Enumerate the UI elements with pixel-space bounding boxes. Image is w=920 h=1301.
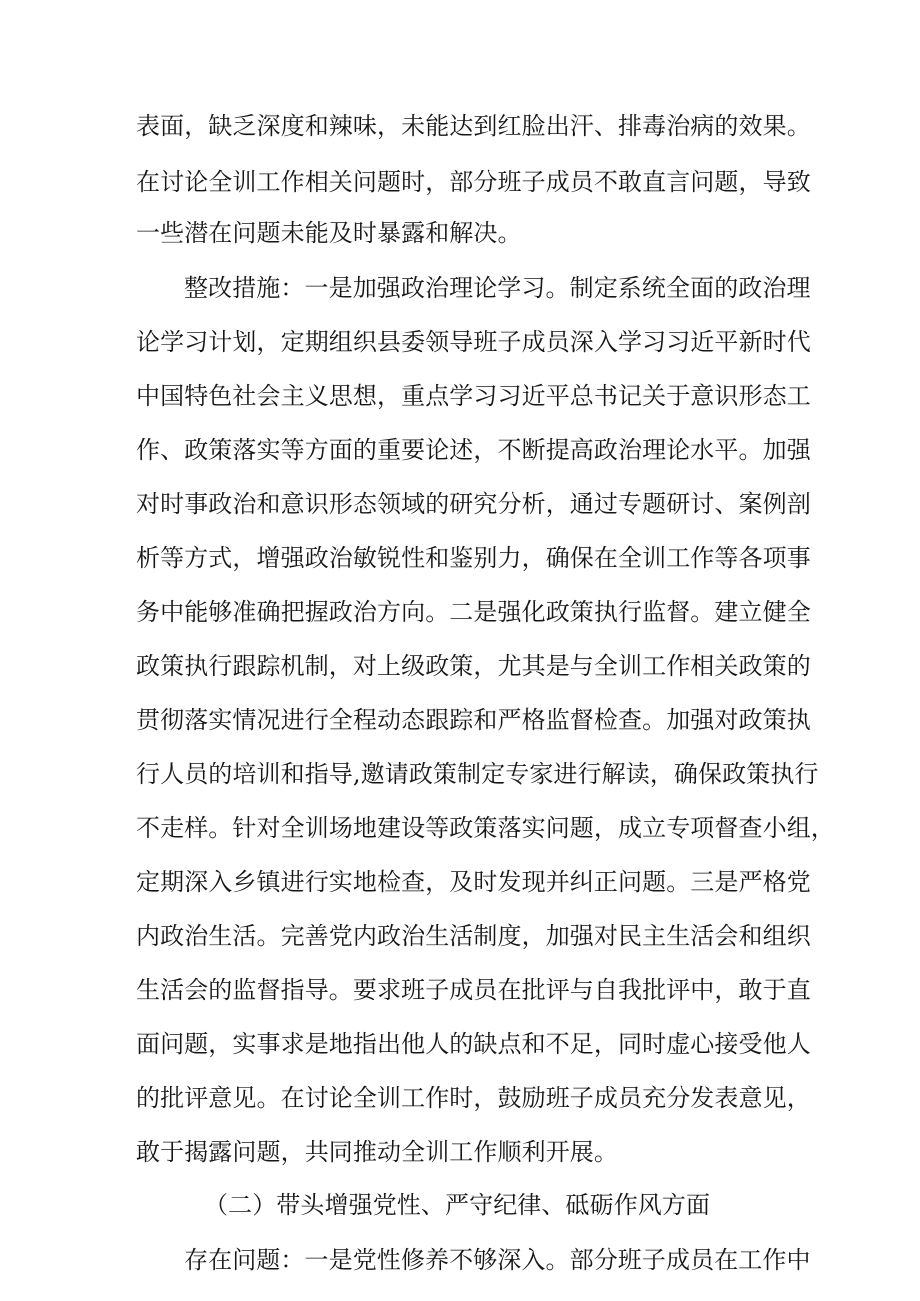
text-line-2: 在讨论全训工作相关问题时，部分班子成员不敢直言问题，导致 [136, 168, 811, 196]
text-line-8: 对时事政治和意识形态领域的研究分析，通过专题研讨、案例剖 [136, 490, 811, 518]
text-line-9: 析等方式，增强政治敏锐性和鉴别力，确保在全训工作等各项事 [136, 544, 811, 572]
text-line-13: 行人员的培训和指导,邀请政策制定专家进行解读，确保政策执行 [136, 760, 819, 788]
text-line-10: 务中能够准确把握政治方向。二是强化政策执行监督。建立健全 [136, 598, 811, 626]
paragraph-issues-start: 存在问题：一是党性修养不够深入。部分班子成员在工作中 [184, 1246, 811, 1274]
text-line-20: 敢于揭露问题，共同推动全训工作顺利开展。 [136, 1138, 618, 1166]
text-line-3: 一些潜在问题未能及时暴露和解决。 [136, 219, 522, 247]
section-heading: （二）带头增强党性、严守纪律、砥砺作风方面 [204, 1191, 711, 1219]
text-line-11: 政策执行跟踪机制，对上级政策，尤其是与全训工作相关政策的 [136, 652, 811, 680]
text-line-7: 作、政策落实等方面的重要论述，不断提高政治理论水平。加强 [136, 436, 811, 464]
text-line-16: 内政治生活。完善党内政治生活制度，加强对民主生活会和组织 [136, 922, 811, 950]
text-line-18: 面问题，实事求是地指出他人的缺点和不足，同时虚心接受他人 [136, 1030, 811, 1058]
text-line-5: 论学习计划，定期组织县委领导班子成员深入学习习近平新时代 [136, 328, 811, 356]
text-line-14: 不走样。针对全训场地建设等政策落实问题，成立专项督查小组， [136, 814, 835, 842]
text-line-19: 的批评意见。在讨论全训工作时，鼓励班子成员充分发表意见， [136, 1084, 811, 1112]
text-line-12: 贯彻落实情况进行全程动态跟踪和严格监督检查。加强对政策执 [136, 706, 811, 734]
text-line-1: 表面，缺乏深度和辣味，未能达到红脸出汗、排毒治病的效果。 [136, 112, 811, 140]
paragraph-rectification-start: 整改措施：一是加强政治理论学习。制定系统全面的政治理 [184, 274, 811, 302]
text-line-17: 生活会的监督指导。要求班子成员在批评与自我批评中，敢于直 [136, 976, 811, 1004]
text-line-6: 中国特色社会主义思想，重点学习习近平总书记关于意识形态工 [136, 382, 811, 410]
text-line-15: 定期深入乡镇进行实地检查，及时发现并纠正问题。三是严格党 [136, 868, 811, 896]
